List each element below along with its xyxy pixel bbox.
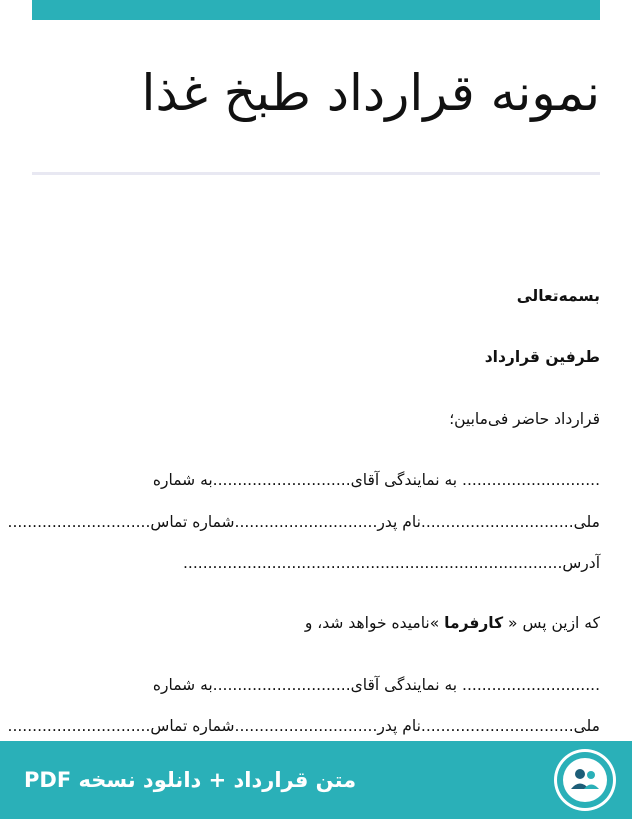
intro-text: قرارداد حاضر فی‌مابین؛ <box>449 410 600 428</box>
download-banner[interactable] <box>0 741 632 819</box>
party2-line2: ملی...............................نام پدر.............................شماره تماس............................. <box>7 717 600 735</box>
party1-line3: آدرس............................................................................. <box>183 554 600 572</box>
role-prefix: که ازین پس « <box>503 614 600 632</box>
role-suffix: »نامیده خواهد شد، و <box>304 614 445 632</box>
parties-heading: طرفین قرارداد <box>484 348 600 366</box>
party1-role <box>305 611 600 635</box>
top-accent-bar <box>32 0 600 20</box>
people-icon <box>554 749 616 811</box>
party1-line1: ............................ به نمایندگی آقای............................به شماره <box>152 471 600 489</box>
download-banner-text[interactable]: متن قرارداد + دانلود نسخه PDF <box>24 768 357 792</box>
party2-line1: ............................ به نمایندگی آقای............................به شماره <box>152 676 600 694</box>
party1-line2: ملی...............................نام پدر.............................شماره تماس............................. <box>7 513 600 531</box>
page-title: نمونه قرارداد طبخ غذا <box>141 64 600 122</box>
invocation-text: بسمه‌تعالی <box>516 287 600 305</box>
title-divider <box>32 172 600 175</box>
role-name: کارفرما <box>444 614 504 632</box>
